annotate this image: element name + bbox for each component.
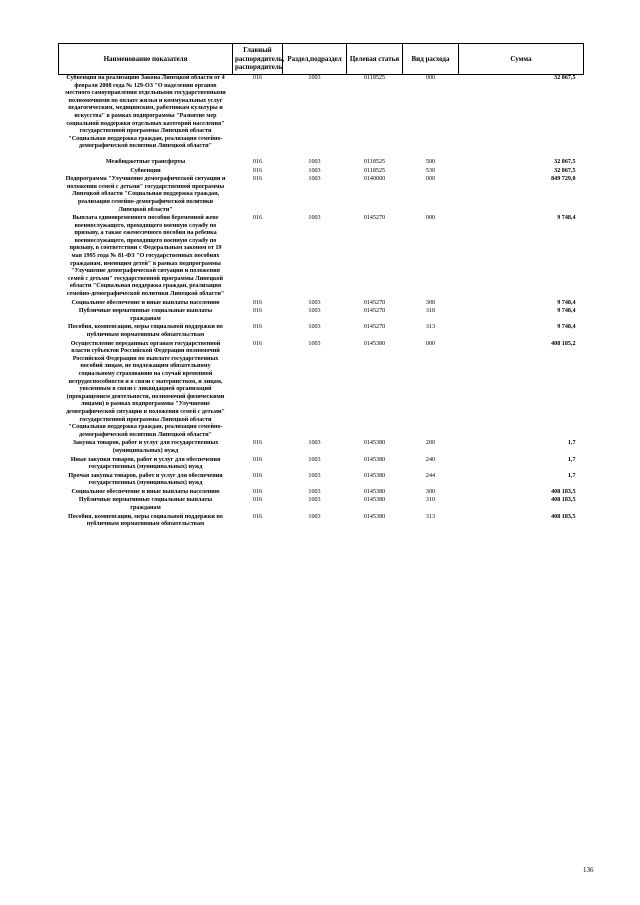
row-section: 1003 xyxy=(308,324,321,331)
row-section: 1003 xyxy=(308,158,321,165)
row-section: 1003 xyxy=(308,340,321,347)
header-article: Целевая статья xyxy=(347,44,403,75)
row-sum: 1,7 xyxy=(567,440,576,447)
row-article: 0145380 xyxy=(363,513,386,520)
row-admin: 016 xyxy=(252,167,263,174)
row-section: 1003 xyxy=(308,299,321,306)
row-article: 0145270 xyxy=(363,299,386,306)
row-admin: 016 xyxy=(252,299,263,306)
table-row xyxy=(59,440,584,456)
header-sum: Сумма xyxy=(459,44,584,75)
row-sum: 9 748,4 xyxy=(557,308,576,315)
row-article: 0145380 xyxy=(363,340,386,347)
row-name: Публичные нормативные социальные выплаты гражданам xyxy=(78,308,213,322)
row-admin: 016 xyxy=(252,75,263,81)
row-article: 0145380 xyxy=(363,456,386,463)
row-section: 1003 xyxy=(308,456,321,463)
row-expense: 300 xyxy=(425,488,436,495)
row-expense: 313 xyxy=(425,513,436,520)
row-admin: 016 xyxy=(252,488,263,495)
table-row xyxy=(59,473,584,489)
row-sum: 1,7 xyxy=(567,472,576,479)
table-row xyxy=(59,215,584,300)
row-name: Иные закупки товаров, работ и услуг для обеспечения государственных (муниципальных) нужд xyxy=(70,456,221,471)
row-article: 0145380 xyxy=(363,472,386,479)
row-sum: 32 867,5 xyxy=(554,75,576,81)
table-row xyxy=(59,176,584,215)
row-section: 1003 xyxy=(308,497,321,504)
page-number: 136 xyxy=(583,866,594,874)
row-section: 1003 xyxy=(308,215,321,222)
row-expense: 310 xyxy=(425,308,436,315)
row-section: 1003 xyxy=(308,440,321,447)
row-admin: 016 xyxy=(252,176,263,183)
row-article: 0145270 xyxy=(363,324,386,331)
budget-table xyxy=(58,43,584,530)
row-article: 0118525 xyxy=(363,167,386,174)
row-section: 1003 xyxy=(308,176,321,183)
table-row xyxy=(59,300,584,309)
row-expense: 300 xyxy=(425,299,436,306)
table-row xyxy=(59,514,584,530)
row-sum: 9 748,4 xyxy=(557,324,576,331)
row-admin: 016 xyxy=(252,324,263,331)
row-name: Социальное обеспечение и иные выплаты населению xyxy=(71,299,220,306)
row-name: Осуществление переданных органам государственной власти субъектов Российской Федерации полномочий Российской Федерации по выплате государственных пособий лицам, не подлежащим обязательному социальному страхованию на случай временной нетрудоспособности и в связи с материнством, и лицам, уволенным в связи с ликвидацией организаций (прекращением деятельности, полномочий физическими лицами) в рамках подпрограммы "Улучшение демографической ситуации и положения семей с детьми" государственной программы Липецкой области "Социальная поддержка граждан, реализация семейно-демографической политики Липецкой области" xyxy=(66,340,225,438)
row-admin: 016 xyxy=(252,440,263,447)
row-admin: 016 xyxy=(252,456,263,463)
row-section: 1003 xyxy=(308,472,321,479)
row-admin: 016 xyxy=(252,215,263,222)
row-section: 1003 xyxy=(308,488,321,495)
row-admin: 016 xyxy=(252,158,263,165)
row-name: Подпрограмма "Улучшение демографической ситуации и положения семей с детьми" государственной программы Липецкой области "Социальная поддержка граждан, реализация семейно-демографической политики Липецкой области" xyxy=(65,176,226,213)
row-sum: 9 748,4 xyxy=(557,215,576,222)
row-article: 0145380 xyxy=(363,497,386,504)
row-sum: 32 867,5 xyxy=(554,158,576,165)
row-name: Межбюджетные трансферты xyxy=(105,158,186,165)
header-name: Наименование показателя xyxy=(59,44,233,75)
row-expense: 313 xyxy=(425,324,436,331)
row-admin: 016 xyxy=(252,308,263,315)
row-admin: 016 xyxy=(252,340,263,347)
row-sum: 32 867,5 xyxy=(554,167,576,174)
row-expense: 240 xyxy=(425,456,436,463)
row-name: Публичные нормативные социальные выплаты гражданам xyxy=(78,497,213,512)
row-section: 1003 xyxy=(308,308,321,315)
row-sum: 1,7 xyxy=(567,456,576,463)
table-row xyxy=(59,324,584,340)
row-name: Пособия, компенсации, меры социальной поддержки по публичным нормативным обязательствам xyxy=(68,324,223,338)
row-section: 1003 xyxy=(308,167,321,174)
row-expense: 530 xyxy=(425,167,436,174)
row-article: 0140000 xyxy=(363,176,386,183)
row-name: Закупка товаров, работ и услуг для государственных (муниципальных) нужд xyxy=(72,440,219,454)
row-article: 0145270 xyxy=(363,215,386,222)
row-name: Социальное обеспечение и иные выплаты населению xyxy=(71,488,220,495)
row-article: 0145380 xyxy=(363,488,386,495)
row-article: 0145270 xyxy=(363,308,386,315)
row-expense: 244 xyxy=(425,472,436,479)
row-sum: 408 183,5 xyxy=(551,513,576,520)
row-expense: 000 xyxy=(425,176,436,183)
header-admin: Главный распорядитель, распорядитель xyxy=(233,44,283,75)
row-article: 0145380 xyxy=(363,440,386,447)
row-name: Субвенция на реализацию Закона Липецкой области от 4 февраля 2008 года № 129-ОЗ "О наделении органов местного самоуправления отдельными государственными полномочиями по оплате жилья и коммунальных услуг педагогическим, медицинским, работникам культуры и искусства" в рамках подпрограммы "Развитие мер социальной поддержки отдельных категорий населения" государственной программы Липецкой области "Социальная поддержка граждан, реализация семейно-демографической политики Липецкой области" xyxy=(65,75,226,150)
row-admin: 016 xyxy=(252,497,263,504)
table-header-row xyxy=(59,44,584,75)
row-sum: 408 185,2 xyxy=(551,340,576,347)
table-row xyxy=(59,159,584,168)
row-name: Выплата единовременного пособия беременной жене военнослужащего, проходящего военную службу по призыву, а также ежемесячного пособия на ребенка военнослужащего, проходящего военную службу по призыву, в соответствии с Федеральным законом от 19 мая 1995 года № 81-ФЗ "О государственных пособиях гражданам, имеющим детей" в рамках подпрограммы "Улучшение демографической ситуации и положения семей с детьми" государственной программы Липецкой области "Социальная поддержка граждан, реализация семейно-демографической политики Липецкой области" xyxy=(66,215,225,298)
table-row xyxy=(59,168,584,177)
row-sum: 849 729,0 xyxy=(551,176,576,183)
table-row xyxy=(59,75,584,159)
row-sum: 408 183,5 xyxy=(551,488,576,495)
row-expense: 000 xyxy=(425,215,436,222)
row-name: Пособия, компенсации, меры социальной поддержки по публичным нормативным обязательствам xyxy=(68,513,223,528)
row-admin: 016 xyxy=(252,513,263,520)
table-body xyxy=(59,75,584,530)
row-expense: 000 xyxy=(425,340,436,347)
row-article: 0118525 xyxy=(363,158,386,165)
table-row xyxy=(59,457,584,473)
row-expense: 500 xyxy=(425,158,436,165)
row-name: Прочая закупка товаров, работ и услуг для обеспечения государственных (муниципальных) нужд xyxy=(68,472,223,487)
header-expense: Вид расхода xyxy=(403,44,459,75)
row-admin: 016 xyxy=(252,472,263,479)
row-sum: 408 183,5 xyxy=(551,497,576,504)
row-expense: 310 xyxy=(425,497,436,504)
row-section: 1003 xyxy=(308,513,321,520)
row-article: 0118525 xyxy=(363,75,386,81)
header-section: Раздел,подраздел xyxy=(283,44,347,75)
table-row xyxy=(59,497,584,513)
row-section: 1003 xyxy=(308,75,321,81)
row-sum: 9 748,4 xyxy=(557,299,576,306)
table-row xyxy=(59,341,584,441)
row-expense: 000 xyxy=(425,75,436,81)
table-row xyxy=(59,308,584,324)
row-expense: 200 xyxy=(425,440,436,447)
row-name: Субвенции xyxy=(130,167,161,174)
